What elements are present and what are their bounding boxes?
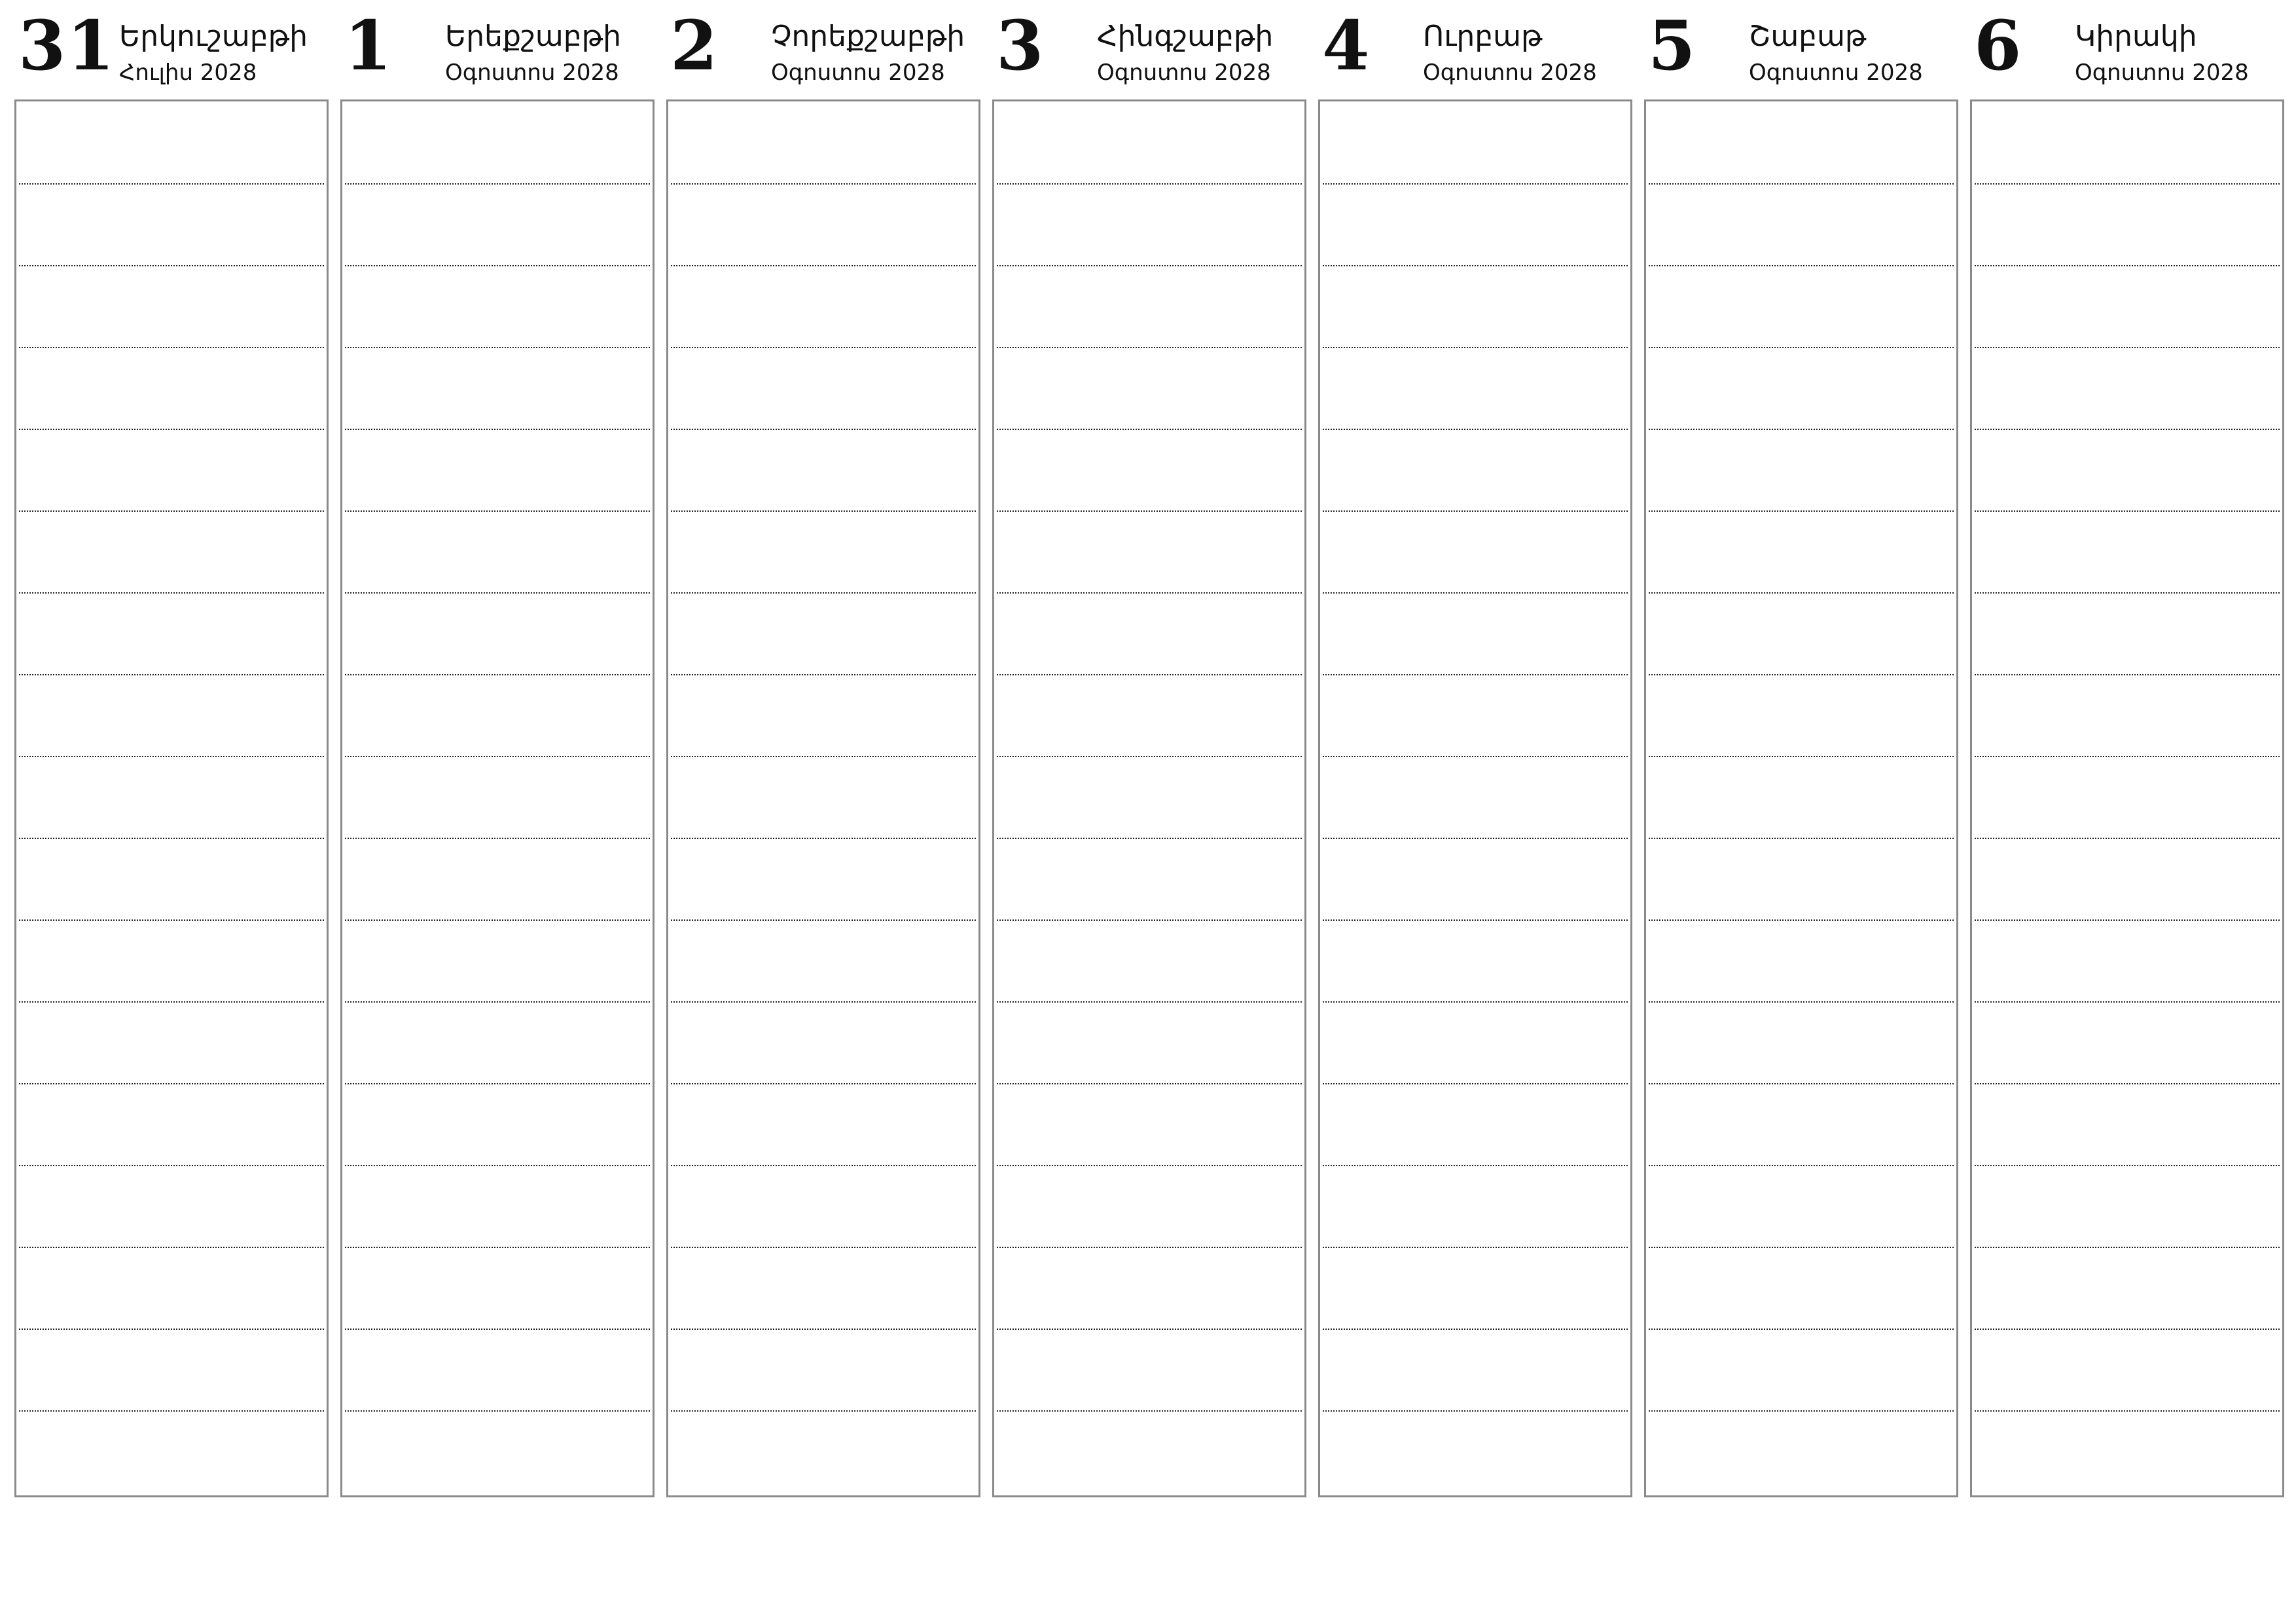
ruled-line <box>997 838 1302 839</box>
ruled-line <box>345 674 650 675</box>
day-month: Օգոստոս 2028 <box>1097 60 1271 86</box>
ruled-line <box>1975 1329 2280 1330</box>
day-number: 5 <box>1648 5 1697 86</box>
ruled-line <box>345 1247 650 1248</box>
ruled-line <box>1975 265 2280 266</box>
ruled-line <box>345 1001 650 1003</box>
ruled-line <box>671 1247 976 1248</box>
ruled-line <box>345 919 650 921</box>
ruled-line <box>19 1083 324 1084</box>
ruled-line <box>19 183 324 185</box>
ruled-line <box>1323 919 1628 921</box>
day-notes-box[interactable] <box>340 99 655 1497</box>
ruled-line <box>671 674 976 675</box>
ruled-line <box>19 1001 324 1003</box>
day-number: 6 <box>1974 5 2023 86</box>
day-notes-box[interactable] <box>14 99 329 1497</box>
ruled-line <box>671 1329 976 1330</box>
ruled-line <box>1323 1165 1628 1166</box>
day-name: Կիրակի <box>2075 20 2197 53</box>
ruled-line <box>1975 592 2280 594</box>
day-number: 1 <box>344 5 393 86</box>
day-notes-box[interactable] <box>666 99 980 1497</box>
ruled-line <box>345 592 650 594</box>
day-month: Օգոստոս 2028 <box>1423 60 1597 86</box>
ruled-line <box>1323 1329 1628 1330</box>
ruled-line <box>19 1247 324 1248</box>
day-header <box>340 0 655 99</box>
ruled-line <box>997 1165 1302 1166</box>
ruled-line <box>1975 429 2280 430</box>
ruled-line <box>671 1083 976 1084</box>
ruled-line <box>345 756 650 757</box>
ruled-line <box>1323 510 1628 512</box>
ruled-line <box>19 838 324 839</box>
ruled-line <box>1323 756 1628 757</box>
ruled-line <box>997 674 1302 675</box>
ruled-line <box>1975 919 2280 921</box>
ruled-line <box>997 1001 1302 1003</box>
ruled-line <box>19 1410 324 1412</box>
ruled-line <box>1649 510 1954 512</box>
day-header <box>14 0 329 99</box>
ruled-line <box>997 592 1302 594</box>
ruled-line <box>997 1329 1302 1330</box>
ruled-line <box>1975 1001 2280 1003</box>
ruled-line <box>1323 1083 1628 1084</box>
ruled-line <box>1649 1083 1954 1084</box>
ruled-line <box>1975 1083 2280 1084</box>
day-number: 3 <box>996 5 1045 86</box>
day-number: 2 <box>670 5 719 86</box>
day-notes-box[interactable] <box>992 99 1306 1497</box>
ruled-line <box>671 919 976 921</box>
ruled-line <box>997 756 1302 757</box>
ruled-line <box>19 1165 324 1166</box>
ruled-line <box>1975 1247 2280 1248</box>
ruled-line <box>1323 1001 1628 1003</box>
ruled-line <box>19 510 324 512</box>
ruled-line <box>1323 592 1628 594</box>
ruled-line <box>19 756 324 757</box>
day-notes-box[interactable] <box>1644 99 1958 1497</box>
day-notes-box[interactable] <box>1318 99 1632 1497</box>
day-number: 4 <box>1322 5 1371 86</box>
ruled-line <box>997 429 1302 430</box>
ruled-line <box>1323 265 1628 266</box>
ruled-line <box>1975 510 2280 512</box>
ruled-line <box>1649 1247 1954 1248</box>
day-month: Օգոստոս 2028 <box>1749 60 1923 86</box>
ruled-line <box>345 1083 650 1084</box>
ruled-line <box>1323 429 1628 430</box>
ruled-line <box>1649 429 1954 430</box>
ruled-line <box>1649 838 1954 839</box>
ruled-line <box>1649 183 1954 185</box>
ruled-line <box>1975 838 2280 839</box>
ruled-line <box>671 1410 976 1412</box>
ruled-line <box>997 510 1302 512</box>
ruled-line <box>671 183 976 185</box>
day-header <box>1644 0 1958 99</box>
ruled-line <box>19 429 324 430</box>
ruled-line <box>19 1329 324 1330</box>
day-month: Օգոստոս 2028 <box>445 60 619 86</box>
ruled-line <box>997 919 1302 921</box>
day-header <box>1318 0 1632 99</box>
day-name: Հինգշաբթի <box>1097 20 1274 53</box>
ruled-line <box>1649 265 1954 266</box>
ruled-line <box>345 1329 650 1330</box>
ruled-line <box>1975 1165 2280 1166</box>
ruled-line <box>671 592 976 594</box>
ruled-line <box>1975 756 2280 757</box>
ruled-line <box>19 919 324 921</box>
ruled-line <box>1649 347 1954 348</box>
ruled-line <box>1323 838 1628 839</box>
ruled-line <box>345 1165 650 1166</box>
ruled-line <box>1649 1001 1954 1003</box>
day-number: 31 <box>18 5 116 86</box>
ruled-line <box>1649 756 1954 757</box>
ruled-line <box>671 756 976 757</box>
ruled-line <box>671 347 976 348</box>
day-notes-box[interactable] <box>1970 99 2284 1497</box>
day-name: Երեքշաբթի <box>445 20 622 53</box>
ruled-line <box>997 1247 1302 1248</box>
ruled-line <box>19 347 324 348</box>
day-name: Երկուշաբթի <box>119 20 308 53</box>
ruled-line <box>345 429 650 430</box>
ruled-line <box>997 347 1302 348</box>
ruled-line <box>1649 592 1954 594</box>
ruled-line <box>1975 347 2280 348</box>
ruled-line <box>345 1410 650 1412</box>
ruled-line <box>19 265 324 266</box>
ruled-line <box>997 183 1302 185</box>
ruled-line <box>1649 1329 1954 1330</box>
ruled-line <box>1975 183 2280 185</box>
ruled-line <box>1649 919 1954 921</box>
day-month: Օգոստոս 2028 <box>2075 60 2249 86</box>
ruled-line <box>671 838 976 839</box>
ruled-line <box>997 265 1302 266</box>
ruled-line <box>345 265 650 266</box>
ruled-line <box>1323 183 1628 185</box>
ruled-line <box>1323 1410 1628 1412</box>
ruled-line <box>1649 1165 1954 1166</box>
day-header <box>666 0 980 99</box>
day-name: Շաբաթ <box>1749 20 1867 53</box>
ruled-line <box>671 510 976 512</box>
ruled-line <box>19 592 324 594</box>
day-header <box>992 0 1306 99</box>
day-month: Օգոստոս 2028 <box>771 60 945 86</box>
ruled-line <box>1323 1247 1628 1248</box>
ruled-line <box>345 838 650 839</box>
ruled-line <box>1649 674 1954 675</box>
ruled-line <box>345 510 650 512</box>
ruled-line <box>671 1165 976 1166</box>
day-name: Չորեքշաբթի <box>771 20 965 53</box>
ruled-line <box>19 674 324 675</box>
day-header <box>1970 0 2284 99</box>
ruled-line <box>1975 674 2280 675</box>
day-name: Ուրբաթ <box>1423 20 1543 53</box>
ruled-line <box>1649 1410 1954 1412</box>
ruled-line <box>671 1001 976 1003</box>
ruled-line <box>671 265 976 266</box>
ruled-line <box>997 1410 1302 1412</box>
ruled-line <box>997 1083 1302 1084</box>
day-month: Հուլիս 2028 <box>119 60 257 86</box>
ruled-line <box>345 347 650 348</box>
ruled-line <box>1975 1410 2280 1412</box>
ruled-line <box>671 429 976 430</box>
ruled-line <box>1323 347 1628 348</box>
ruled-line <box>345 183 650 185</box>
ruled-line <box>1323 674 1628 675</box>
